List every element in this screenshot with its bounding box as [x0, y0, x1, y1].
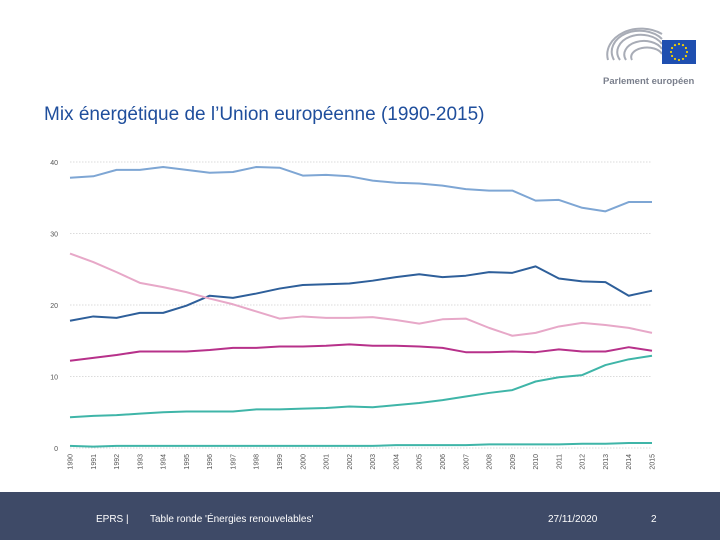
- slide-title: Mix énergétique de l’Union européenne (1990-2015): [44, 104, 485, 125]
- y-tick-label: 20: [50, 303, 58, 310]
- eu-star: [685, 47, 687, 49]
- x-axis-ticks: [68, 454, 657, 470]
- y-tick-label: 0: [54, 446, 58, 453]
- x-tick-label: 2015: [649, 454, 657, 470]
- eu-star: [682, 44, 684, 46]
- x-tick-label: 2013: [602, 454, 610, 470]
- x-tick-label: 1999: [277, 454, 285, 470]
- x-tick-label: 1996: [207, 454, 215, 470]
- eu-star: [678, 43, 680, 45]
- x-tick-label: 2007: [463, 454, 471, 470]
- x-tick-label: 1995: [183, 454, 191, 470]
- x-tick-label: 2014: [626, 454, 634, 470]
- eu-star: [674, 44, 676, 46]
- y-tick-label: 10: [50, 374, 58, 382]
- x-tick-label: 2002: [346, 454, 354, 470]
- y-axis-ticks: [50, 160, 58, 453]
- x-tick-label: 1993: [137, 454, 145, 470]
- x-tick-label: 2006: [439, 454, 447, 470]
- series-line: [70, 266, 652, 320]
- grid-lines: [70, 162, 652, 448]
- eu-star: [685, 55, 687, 57]
- x-tick-label: 2001: [323, 454, 331, 470]
- eu-star: [682, 58, 684, 60]
- logo-text: Parlement européen: [603, 76, 695, 87]
- series-line: [70, 167, 652, 211]
- series-line: [70, 254, 652, 336]
- footer-date: 27/11/2020: [548, 514, 598, 525]
- x-tick-label: 2005: [416, 454, 424, 470]
- hemicycle-icon: [607, 29, 662, 60]
- y-tick-label: 30: [50, 231, 58, 239]
- y-tick-label: 40: [50, 160, 58, 167]
- energy-mix-chart: [40, 148, 680, 478]
- x-tick-label: 2004: [393, 454, 401, 470]
- x-tick-label: 1992: [114, 454, 122, 470]
- x-tick-label: 2012: [579, 454, 587, 470]
- x-tick-label: 2010: [533, 454, 541, 470]
- x-tick-label: 2009: [509, 454, 517, 470]
- footer-event: Table ronde 'Énergies renouvelables': [150, 514, 314, 525]
- x-tick-label: 1994: [160, 454, 168, 470]
- series-line: [70, 356, 652, 417]
- x-tick-label: 2008: [486, 454, 494, 470]
- eu-star: [670, 51, 672, 53]
- eu-star: [671, 47, 673, 49]
- x-tick-label: 1990: [67, 454, 75, 470]
- eu-star: [671, 55, 673, 57]
- eu-star: [674, 58, 676, 60]
- series-line: [70, 344, 652, 360]
- footer-page-number: 2: [651, 514, 657, 525]
- series-line: [70, 443, 652, 447]
- x-tick-label: 2003: [370, 454, 378, 470]
- x-tick-label: 1991: [90, 454, 98, 470]
- series-lines: [70, 167, 652, 447]
- footer-org: EPRS |: [96, 514, 129, 525]
- x-tick-label: 2011: [556, 454, 564, 470]
- x-tick-label: 1998: [253, 454, 261, 470]
- x-tick-label: 1997: [230, 454, 238, 470]
- eu-star: [686, 51, 688, 53]
- footer-bar: [0, 492, 720, 540]
- x-tick-label: 2000: [300, 454, 308, 470]
- eu-star: [678, 59, 680, 61]
